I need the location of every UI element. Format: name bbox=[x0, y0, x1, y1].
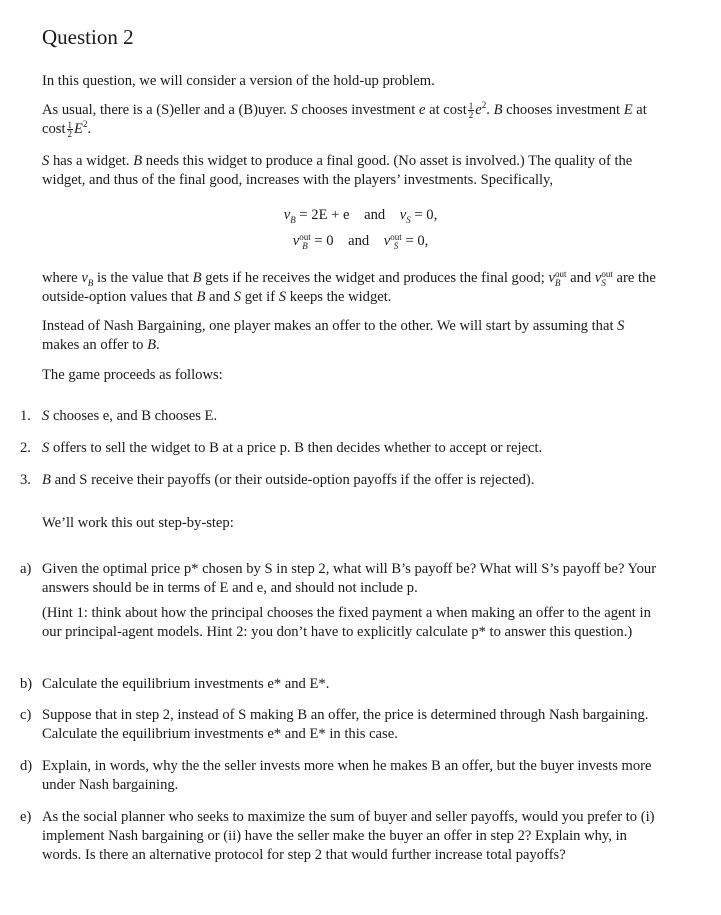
part-c: c) Suppose that in step 2, instead of S making B an offer, the price is determined through Nash bargaining. Calculate the equilibrium investments e* and E* in this case. bbox=[20, 707, 649, 742]
workout-line: We’ll work this out step-by-step: bbox=[42, 515, 234, 531]
part-a: a) Given the optimal price p* chosen by S in step 2, what will B’s payoff be? What will S’s payoff be? Your answers should be in terms of E and e, and should not include p. bbox=[20, 561, 657, 596]
where-paragraph: where $v_B$ is the value that B gets if he receives the widget and produces the final good; v out B and v out S are the outside-option values that B and S get if S keeps the widget. bbox=[42, 269, 656, 305]
hint-paragraph: (Hint 1: think about how the principal chooses the fixed payment a when making an offer to the agent in our principal-agent models. Hint 2: you don’t have to explicitly calculate p* to answer this question.) bbox=[42, 605, 651, 640]
widget-paragraph: S has a widget. B needs this widget to produce a final good. (No asset is involved.) The quality of the widget, and thus of the final good, increases with the players’ investments. Specifically, bbox=[42, 153, 633, 188]
step-1: 1. S chooses e, and B chooses E. bbox=[20, 408, 218, 424]
equation-line-2: v out B = 0 and v out S = 0, bbox=[292, 232, 429, 251]
step-2: 2. S offers to sell the widget to B at a price p. B then decides whether to accept or reject. bbox=[20, 440, 543, 456]
instead-paragraph: Instead of Nash Bargaining, one player makes an offer to the other. We will start by assuming that S makes an offer to B. bbox=[42, 318, 625, 353]
part-d: d) Explain, in words, why the the seller invests more when he makes B an offer, but the buyer invests more under Nash bargaining. bbox=[20, 758, 652, 793]
part-b: b) Calculate the equilibrium investments e* and E*. bbox=[20, 676, 330, 692]
part-e: e) As the social planner who seeks to maximize the sum of buyer and seller payoffs, would you prefer to (i) implement Nash bargaining or (ii) have the seller make the buyer an offer in step 2? Explain why, in words. Is there an alternative protocol for step 2 that would further increase total payoffs? bbox=[20, 809, 655, 863]
intro-paragraph: In this question, we will consider a version of the hold-up problem. bbox=[42, 73, 435, 89]
question-title: Question 2 bbox=[42, 25, 134, 49]
game-intro: The game proceeds as follows: bbox=[42, 367, 223, 383]
investment-paragraph: As usual, there is a (S)eller and a (B)uyer. S chooses investment e at cost $\frac{1}{2}$ $e^2$. B chooses investment E at cost $\frac{1}{2}$ $E^2$. bbox=[42, 100, 647, 140]
step-3: 3. B and S receive their payoffs (or their outside-option payoffs if the offer is rejected). bbox=[20, 472, 535, 488]
equation-line-1: $v_B = 2E + e$ and $v_S = 0$, bbox=[283, 207, 438, 225]
